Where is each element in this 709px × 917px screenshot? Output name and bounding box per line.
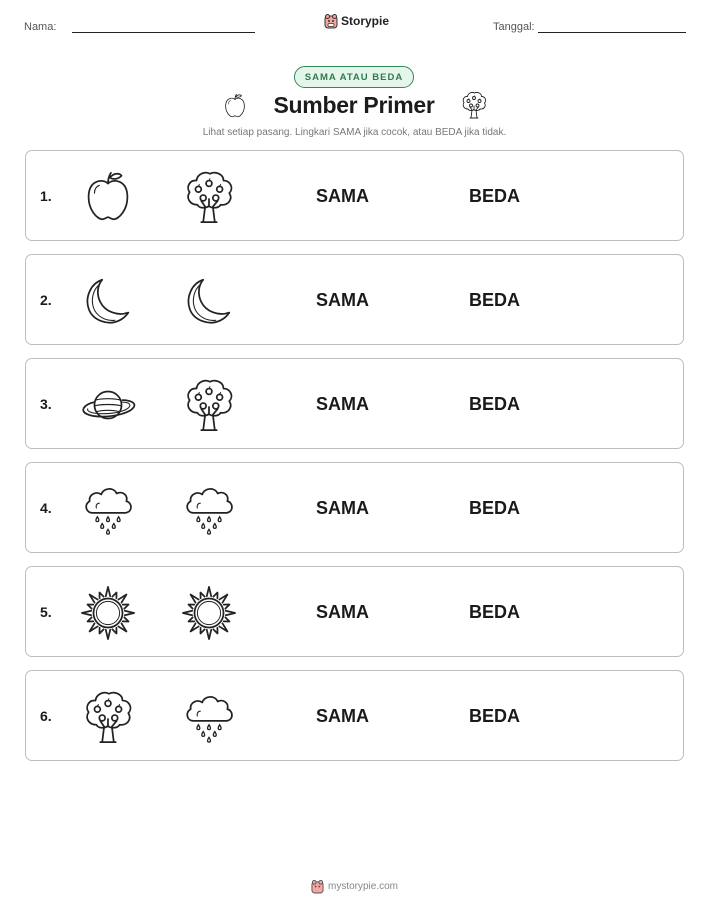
moon-icon — [180, 272, 238, 330]
question-row-5 — [25, 566, 684, 657]
same-option[interactable]: SAMA — [316, 498, 369, 518]
brand — [324, 13, 389, 29]
same-option[interactable]: SAMA — [316, 186, 369, 206]
sun-icon — [79, 584, 137, 642]
title-tree-icon — [459, 90, 489, 125]
rain-cloud-icon — [79, 480, 137, 538]
tree-icon — [180, 376, 238, 434]
same-option[interactable]: SAMA — [316, 706, 369, 726]
different-option[interactable]: BEDA — [469, 290, 521, 310]
same-option[interactable]: SAMA — [316, 394, 369, 414]
moon-icon — [79, 272, 137, 330]
same-option[interactable]: SAMA — [316, 602, 369, 622]
question-number: 6. — [40, 708, 52, 724]
footer-url[interactable]: mystorypie.com — [327, 881, 398, 892]
sun-icon — [180, 584, 238, 642]
date-line[interactable] — [538, 32, 686, 33]
rain-cloud-icon — [180, 688, 238, 746]
different-option[interactable]: BEDA — [469, 498, 521, 518]
apple-icon — [79, 168, 137, 226]
question-number: 4. — [40, 500, 52, 516]
storypie-logo-icon — [324, 13, 338, 29]
question-number: 1. — [40, 188, 52, 204]
date-label: Tanggal: — [493, 21, 535, 33]
tree-icon — [79, 688, 137, 746]
different-option[interactable]: BEDA — [469, 706, 521, 726]
instructions: Lihat setiap pasang. Lingkari SAMA jika cocok, atau BEDA jika tidak. — [202, 127, 507, 138]
footer — [0, 879, 709, 894]
storypie-logo-icon — [311, 879, 324, 894]
different-option[interactable]: BEDA — [469, 602, 521, 622]
question-row-1 — [25, 150, 684, 241]
name-label: Nama: — [24, 21, 57, 33]
question-number: 2. — [40, 292, 52, 308]
question-number: 5. — [40, 604, 52, 620]
activity-badge: SAMA ATAU BEDA — [294, 66, 414, 88]
page-title: Sumber Primer — [273, 92, 435, 118]
different-option[interactable]: BEDA — [469, 186, 521, 206]
same-option[interactable]: SAMA — [316, 290, 369, 310]
question-number: 3. — [40, 396, 52, 412]
name-line[interactable] — [72, 32, 255, 33]
question-row-4 — [25, 462, 684, 553]
rain-cloud-icon — [180, 480, 238, 538]
question-row-2 — [25, 254, 684, 345]
question-row-6 — [25, 670, 684, 761]
different-option[interactable]: BEDA — [469, 394, 521, 414]
question-row-3 — [25, 358, 684, 449]
brand-name: Storypie — [341, 14, 390, 28]
planet-icon — [79, 376, 137, 434]
title-apple-icon — [221, 92, 249, 125]
tree-icon — [180, 168, 238, 226]
